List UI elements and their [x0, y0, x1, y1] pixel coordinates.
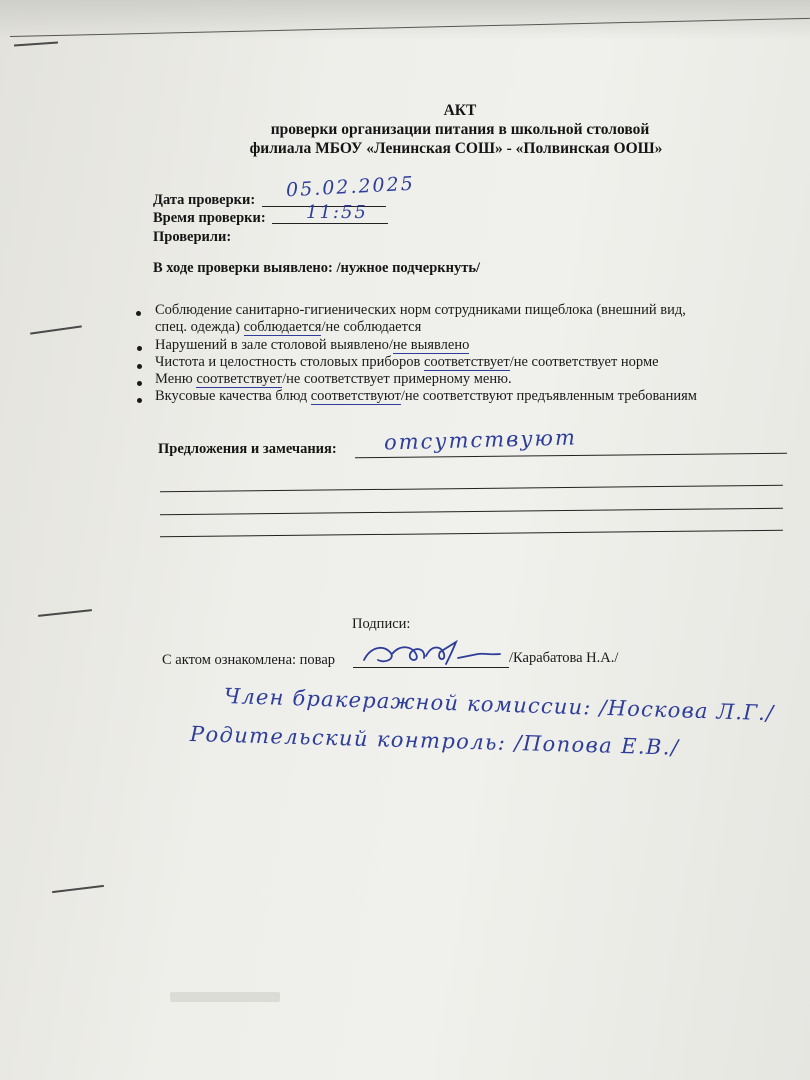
finding-5-selected: соответствуют [310, 388, 401, 404]
remarks-line [160, 485, 783, 493]
bullet [137, 346, 142, 351]
margin-mark [30, 325, 82, 334]
finding-5 [155, 388, 697, 405]
finding-1-pre: спец. одежда) [155, 319, 244, 335]
finding-1-line2 [155, 319, 421, 336]
time-line [272, 223, 388, 224]
finding-2-selected: не выявлено [392, 337, 470, 353]
cook-label: С актом ознакомлена: повар [162, 652, 336, 668]
margin-mark [14, 41, 58, 46]
bleed-through-mark [170, 992, 280, 1002]
cook-name: /Карабатова Н.А./ [509, 650, 619, 666]
remarks-label: Предложения и замечания: [158, 441, 337, 457]
margin-mark [52, 885, 104, 893]
finding-1-line1: Соблюдение санитарно-гигиенических норм сотрудниками пищеблока (внешний вид, [155, 302, 686, 318]
finding-3-post: /не соответствует норме [509, 354, 659, 370]
finding-3-pre: Чистота и целостность столовых приборов [155, 354, 424, 370]
commission-member-signature: Член бракеражной комиссии: /Носкова Л.Г./ [223, 684, 775, 726]
inspectors-label: Проверили: [153, 229, 232, 245]
finding-4-post: /не соответствует примерному меню. [282, 371, 512, 387]
finding-3-selected: соответствует [423, 354, 510, 370]
bullet [137, 364, 142, 369]
finding-1-post: /не соблюдается [321, 319, 422, 335]
remarks-line [160, 508, 783, 516]
finding-4 [155, 371, 512, 388]
signatures-title: Подписи: [352, 616, 411, 632]
act-title: АКТ [443, 102, 477, 119]
findings-title: В ходе проверки выявлено: /нужное подчеркнуть/ [153, 260, 481, 276]
remarks-line [160, 530, 783, 538]
act-subtitle-line2: филиала МБОУ «Ленинская СОШ» - «Полвинская ООШ» [249, 140, 663, 157]
date-value: 05.02.2025 [285, 172, 416, 202]
time-value: 11:55 [306, 202, 368, 223]
bullet [137, 398, 142, 403]
bullet [137, 381, 142, 386]
finding-4-selected: соответствует [196, 371, 283, 387]
finding-5-post: /не соответствуют предъявленным требованиям [400, 388, 697, 404]
act-subtitle-line1: проверки организации питания в школьной столовой [270, 121, 650, 138]
bullet [136, 311, 141, 316]
remarks-value: отсутствуют [383, 425, 578, 455]
parent-control-signature: Родительский контроль: /Попова Е.В./ [189, 722, 680, 760]
finding-3 [155, 354, 659, 371]
cook-signature [360, 634, 510, 670]
time-label: Время проверки: [153, 210, 266, 226]
finding-4-pre: Меню [155, 371, 197, 387]
finding-2 [155, 337, 469, 354]
margin-mark [38, 609, 92, 617]
finding-1-selected: соблюдается [243, 319, 322, 335]
finding-2-pre: Нарушений в зале столовой выявлено/ [155, 337, 393, 353]
date-label: Дата проверки: [153, 192, 256, 208]
finding-5-pre: Вкусовые качества блюд [155, 388, 311, 404]
